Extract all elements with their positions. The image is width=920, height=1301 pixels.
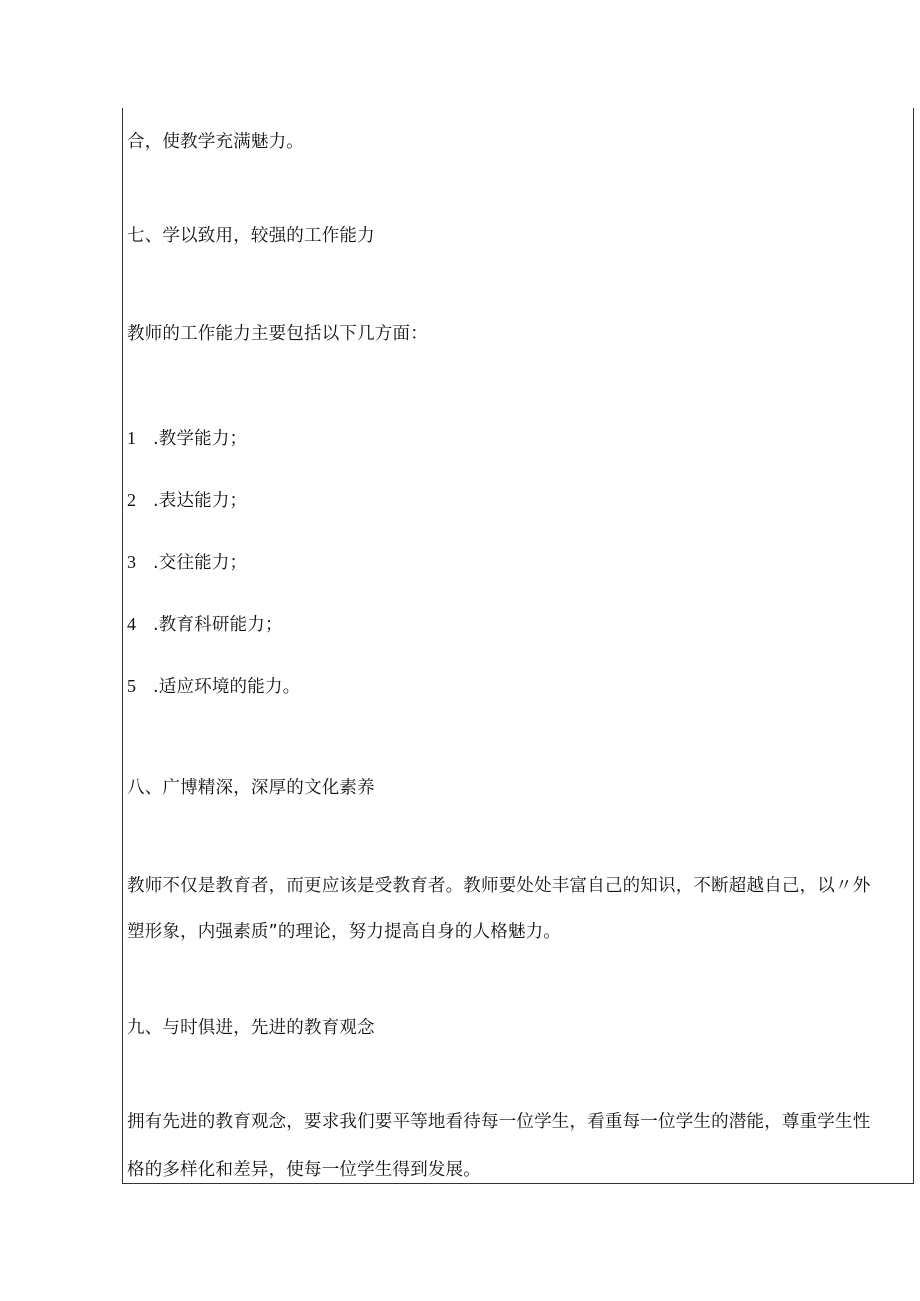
- list-item-text: .教学能力；: [153, 429, 248, 449]
- section-heading-7: 七、学以致用，较强的工作能力: [127, 226, 375, 246]
- paragraph-culture-line-2: 塑形象，内强素质”的理论，努力提高自身的人格魅力。: [127, 922, 562, 942]
- list-item-ability-2: [127, 488, 247, 513]
- paragraph-culture-line-1: 教师不仅是教育者，而更应该是受教育者。教师要处处丰富自己的知识，不断超越自己，以〃外: [127, 876, 871, 896]
- list-item-ability-5: [127, 674, 300, 699]
- list-item-ability-4: [127, 612, 283, 637]
- list-number: 5: [127, 676, 137, 696]
- list-number: 3: [127, 552, 137, 572]
- list-item-text: .教育科研能力；: [153, 615, 283, 635]
- section-heading-8: 八、广博精深，深厚的文化素养: [127, 778, 375, 798]
- section-heading-9: 九、与时俱进，先进的教育观念: [127, 1018, 375, 1038]
- list-number: 4: [127, 614, 137, 634]
- paragraph-work-ability-intro: 教师的工作能力主要包括以下几方面：: [127, 324, 428, 344]
- list-number: 2: [127, 490, 137, 510]
- paragraph-concept-line-1: 拥有先进的教育观念，要求我们要平等地看待每一位学生，看重每一位学生的潜能，尊重学生性: [127, 1112, 871, 1132]
- paragraph-continuation: 合，使教学充满魅力。: [127, 132, 304, 152]
- list-number: 1: [127, 428, 137, 448]
- paragraph-concept-line-2: 格的多样化和差异，使每一位学生得到发展。: [127, 1160, 481, 1180]
- list-item-text: .交往能力；: [153, 553, 248, 573]
- list-item-text: .表达能力；: [153, 491, 248, 511]
- list-item-ability-1: [127, 426, 247, 451]
- list-item-ability-3: [127, 550, 247, 575]
- list-item-text: .适应环境的能力。: [153, 677, 301, 697]
